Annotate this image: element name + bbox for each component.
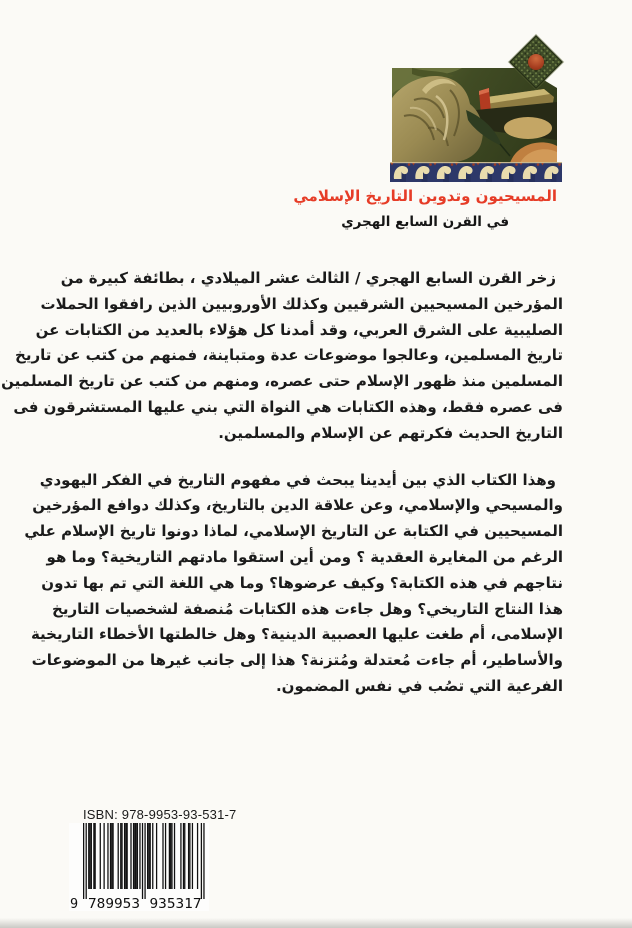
svg-text:935317: 935317 bbox=[149, 896, 202, 911]
text-line: المسلمين منذ ظهور الإسلام حتى عصره، ومنهم من كتب عن تاريخ المسلمين bbox=[1, 372, 563, 391]
text-line: الصليبية على الشرق العربي، وقد أمدنا كل هؤلاء بالعديد من الكتابات عن bbox=[35, 320, 563, 339]
ean13-barcode bbox=[69, 823, 209, 911]
svg-text:789953: 789953 bbox=[88, 896, 140, 911]
text-line: والأساطير، أم جاءت مُعتدلة ومُتزنة؟ هذا إلى جانب غيرها من الموضوعات bbox=[31, 651, 563, 670]
svg-text:9: 9 bbox=[70, 896, 79, 911]
isbn-label: ISBN: 978-9953-93-531-7 bbox=[83, 807, 237, 822]
book-subtitle: في القرن السابع الهجري bbox=[341, 214, 510, 230]
text-line: المؤرخين المسيحيين الشرقيين وكذلك الأوروبيين الذين رافقوا الحملات bbox=[40, 294, 563, 313]
text-line: وهذا الكتاب الذي بين أيدينا يبحث في مفهوم التاريخ في الفكر اليهودي bbox=[39, 470, 556, 489]
text-line: التاريخ الحديث فكرتهم عن الإسلام والمسلمين. bbox=[218, 423, 563, 442]
text-line: الإسلامى، أم طغت عليها العصبية الدينية؟ وهل خالطتها الأخطاء التاريخية bbox=[30, 625, 563, 644]
paragraph-2 bbox=[1, 468, 563, 700]
text-line: الرغم من المغايرة العقدية ؟ ومن أين استقوا مادتهم التاريخية؟ وما هو bbox=[46, 547, 563, 566]
text-line: هذا النتاج التاريخي؟ وهل جاءت هذه الكتابات مُنصفة لشخصيات التاريخ bbox=[52, 599, 563, 618]
text-line: المسيحيين في الكتابة عن التاريخ الإسلامي، لماذا دونوا تاريخ الإسلام علي bbox=[24, 522, 563, 541]
book-title: المسيحيون وتدوين التاريخ الإسلامي bbox=[293, 187, 557, 205]
text-line: نتاجهم في هذه الكتابة؟ وكيف عرضوها؟ وما هي اللغة التي تم بها تدون bbox=[41, 573, 563, 592]
text-line: زخر القرن السابع الهجري / الثالث عشر الميلادي ، بطائفة كبيرة من bbox=[60, 269, 556, 287]
ornament-red-dot-icon bbox=[525, 51, 548, 74]
ornamental-border bbox=[390, 162, 562, 182]
text-line: والمسيحي والإسلامي، وعن علاقة الدين بالتاريخ، وكذلك دوافع المؤرخين bbox=[32, 496, 563, 515]
text-line: فى عصره فقط، وهذه الكتابات هي النواة التي بني عليها المستشرقون فى bbox=[13, 397, 563, 416]
text-line: الفرعية التي تصُب في نفس المضمون. bbox=[275, 676, 563, 695]
text-line: تاريخ المسلمين، وعالجوا موضوعات عدة ومتباينة، فمنهم من كتب عن تاريخ bbox=[15, 346, 563, 365]
title-block bbox=[293, 184, 557, 232]
back-cover-text bbox=[1, 266, 563, 700]
paragraph-1 bbox=[1, 266, 563, 447]
scan-edge-shadow bbox=[0, 918, 632, 928]
